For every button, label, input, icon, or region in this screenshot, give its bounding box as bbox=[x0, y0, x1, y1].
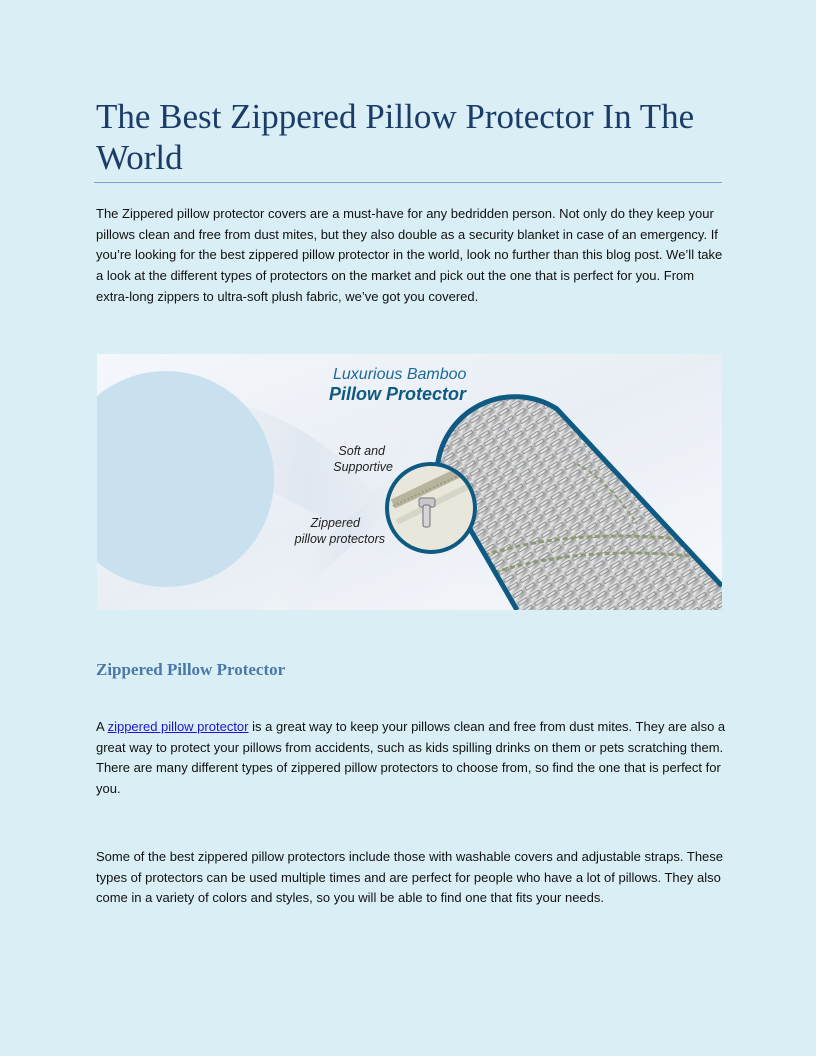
page-title: The Best Zippered Pillow Protector In The World bbox=[96, 97, 695, 177]
intro-paragraph: The Zippered pillow protector covers are a must-have for any bedridden person. Not only do they keep your pillows clean and free from dust mites, but they also double as a security blanket in case of an emergency. If you’re looking for the best zippered pillow protector in the world, look no further than this blog post. We’ll take a look at the different types of protectors on the market and pick out the one that is perfect for you. From extra-long zippers to ultra-soft plush fabric, we’ve got you covered. bbox=[96, 206, 723, 304]
title-divider bbox=[94, 182, 722, 183]
zippered-paragraph bbox=[96, 717, 726, 800]
zipper-closeup bbox=[387, 464, 477, 554]
hero-title-light: Luxurious Bamboo bbox=[333, 366, 467, 383]
zippered-pillow-protector-link[interactable]: zippered pillow protector bbox=[107, 719, 249, 734]
hero-label-zip-line2: pillow protectors bbox=[294, 532, 385, 546]
para-suffix: is a great way to keep your pillows clean and free from dust mites. They are also a great way to protect your pillows from accidents, such as kids spilling drinks on them or pets scratching them. There are many different types of zippered pillow protectors to choose from, so find the one that is perfect for you. bbox=[96, 719, 726, 797]
section-heading: Zippered Pillow Protector bbox=[96, 660, 286, 679]
hero-title-bold: Pillow Protector bbox=[329, 384, 467, 404]
best-protectors-paragraph: Some of the best zippered pillow protectors include those with washable covers and adjustable straps. These types of protectors can be used multiple times and are perfect for people who have a lot of pillows. They also come in a variety of colors and styles, so you will be able to find one that fits your needs. bbox=[96, 849, 724, 906]
hero-label-zip-line1: Zippered bbox=[310, 516, 360, 530]
hero-label-soft-line1: Soft and bbox=[338, 444, 385, 458]
para-prefix: A bbox=[96, 719, 108, 734]
hero-banner-image bbox=[97, 354, 722, 610]
hero-label-soft-line2: Supportive bbox=[333, 460, 393, 474]
